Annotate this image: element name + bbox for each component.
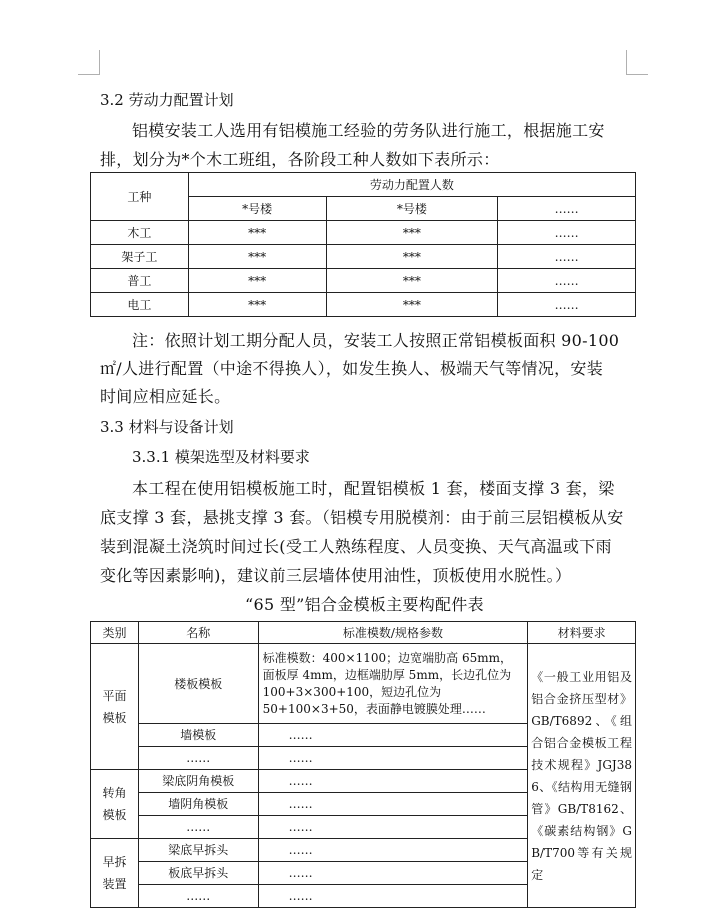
body-line-3: 装到混凝土浇筑时间过长(受工人熟练程度、人员变换、天气高温或下雨 [100,537,612,556]
group-cell: 平面模板 [91,644,139,770]
crop-mark-left-v [99,50,100,74]
note-line-1: 注：依照计划工期分配人员，安装工人按照正常铝模板面积 90-100 [132,331,620,350]
crop-mark-right-h [626,74,648,75]
labor-cell: *** [188,269,326,293]
section-heading-3-3: 3.3 材料与设备计划 [100,418,234,436]
section-heading-3-2: 3.2 劳动力配置计划 [100,91,234,109]
labor-col-group: 劳动力配置人数 [188,173,635,197]
parts-header: 标准模数/规格参数 [258,622,528,644]
parts-header: 名称 [138,622,258,644]
labor-subcol: …… [498,197,636,221]
labor-cell: *** [188,221,326,245]
group-cell: 早拆装置 [91,839,139,908]
spec-cell: 标准模数：400×1100；边宽端肋高 65mm，面板厚 4mm，边框端肋厚 5mm，长边孔位为 100+3×300+100，短边孔位为 50+100×3+50，表面静电镀膜处理…… [258,644,528,724]
table-row [91,221,636,245]
spec-cell: …… [258,793,528,816]
body-line-4: 变化等因素影响)，建议前三层墙体使用油性，顶板使用水脱性。） [100,566,572,585]
labor-col-type: 工种 [91,173,189,221]
crop-mark-right-v [626,50,627,74]
labor-cell: …… [498,269,636,293]
name-cell: 梁底阴角模板 [138,770,258,793]
note-line-2: ㎡/人进行配置（中途不得换人），如发生换人、极端天气等情况，安装 [100,359,603,378]
name-cell: …… [138,885,258,908]
spec-cell: …… [258,770,528,793]
table-row [91,644,636,724]
labor-cell: *** [326,221,498,245]
name-cell: …… [138,747,258,770]
spec-cell: …… [258,885,528,908]
name-cell: 梁底早拆头 [138,839,258,862]
labor-subcol: *号楼 [326,197,498,221]
labor-subcol: *号楼 [188,197,326,221]
labor-cell: *** [326,269,498,293]
table-row [91,269,636,293]
table-row [91,293,636,317]
table-row [91,245,636,269]
intro-line-1: 铝模安装工人选用有铝模施工经验的劳务队进行施工，根据施工安 [132,121,605,140]
note-line-3: 时间应相应延长。 [100,387,231,406]
name-cell: 墙阴角模板 [138,793,258,816]
spec-cell: …… [258,724,528,747]
name-cell: 墙模板 [138,724,258,747]
labor-cell: 电工 [91,293,189,317]
labor-cell: *** [188,293,326,317]
parts-header: 类别 [91,622,139,644]
spec-cell: …… [258,862,528,885]
labor-cell: …… [498,293,636,317]
parts-header: 材料要求 [528,622,636,644]
labor-cell: …… [498,245,636,269]
labor-cell: 架子工 [91,245,189,269]
crop-mark-left-h [78,74,100,75]
name-cell: 楼板模板 [138,644,258,724]
spec-cell: …… [258,747,528,770]
name-cell: …… [138,816,258,839]
body-line-2: 底支撑 3 套，悬挑支撑 3 套。（铝模专用脱模剂：由于前三层铝模板从安 [100,508,624,527]
labor-cell: *** [188,245,326,269]
parts-table [90,621,636,908]
parts-table-caption: “65 型”铝合金模板主要构配件表 [245,595,484,614]
material-cell: 《一般工业用铝及铝合金挤压型材》GB/T6892、《组合铝合金模板工程技术规程》JGJ386、《结构用无缝钢管》GB/T8162、《碳素结构钢》GB/T700等有关规定 [528,644,636,908]
labor-cell: *** [326,245,498,269]
labor-cell: …… [498,221,636,245]
labor-table [90,172,636,317]
intro-line-2: 排，划分为*个木工班组，各阶段工种人数如下表所示： [100,150,500,169]
spec-cell: …… [258,839,528,862]
name-cell: 板底早拆头 [138,862,258,885]
subsection-heading-3-3-1: 3.3.1 模架选型及材料要求 [132,448,310,466]
labor-cell: *** [326,293,498,317]
spec-cell: …… [258,816,528,839]
labor-cell: 木工 [91,221,189,245]
body-line-1: 本工程在使用铝模板施工时，配置铝模板 1 套，楼面支撑 3 套，梁 [132,479,615,498]
labor-cell: 普工 [91,269,189,293]
group-cell: 转角模板 [91,770,139,839]
